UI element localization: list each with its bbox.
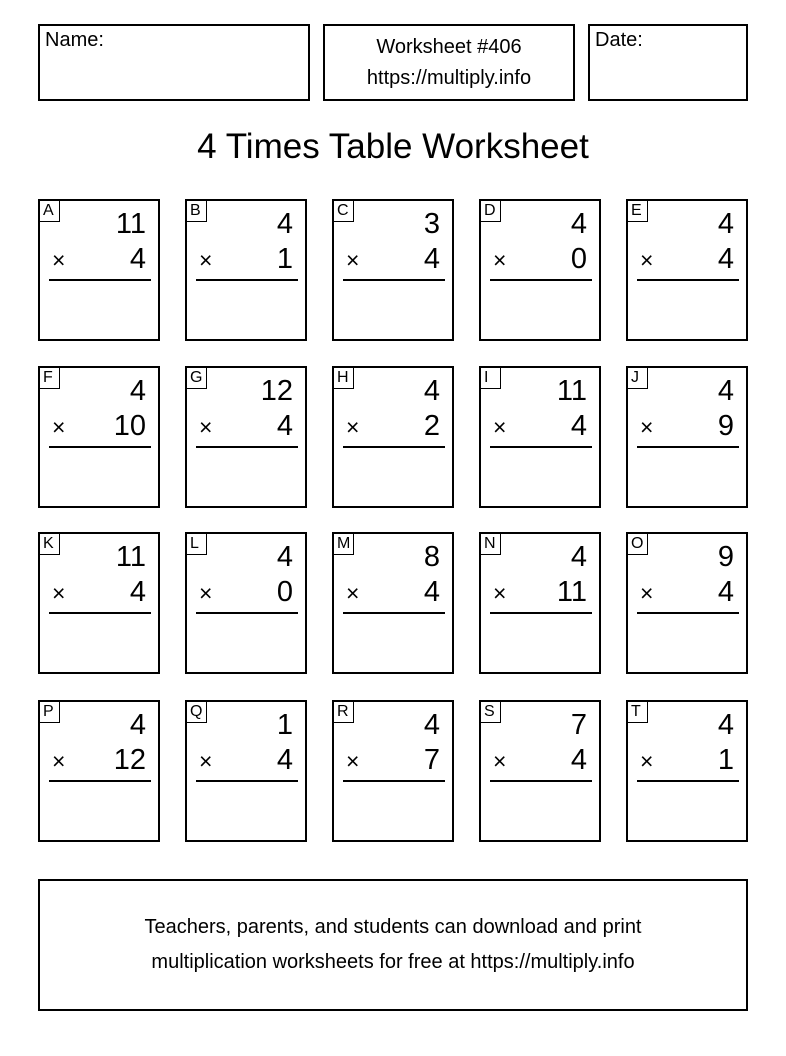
problem-card-d[interactable] (479, 199, 601, 341)
problem-letter: P (40, 702, 60, 723)
worksheet-number: Worksheet #406 (376, 35, 522, 58)
times-sign: × (346, 414, 360, 440)
times-sign: × (52, 414, 66, 440)
multiplicand: 4 (276, 541, 293, 573)
multiplicand: 4 (423, 375, 440, 407)
multiplicand: 4 (717, 709, 734, 741)
problem-letter: I (481, 368, 501, 389)
multiplier: 4 (717, 576, 734, 608)
answer-line (49, 780, 151, 782)
multiplicand: 4 (276, 208, 293, 240)
footer-box (38, 879, 748, 1011)
multiplier: 4 (129, 243, 146, 275)
problem-card-p[interactable] (38, 700, 160, 842)
multiplicand: 3 (423, 208, 440, 240)
multiplicand: 4 (570, 541, 587, 573)
problem-card-c[interactable] (332, 199, 454, 341)
problem-letter: C (334, 201, 354, 222)
page-title: 4 Times Table Worksheet (197, 127, 589, 166)
multiplier: 4 (129, 576, 146, 608)
times-sign: × (199, 748, 213, 774)
multiplicand: 4 (570, 208, 587, 240)
multiplier: 4 (717, 243, 734, 275)
multiplicand: 8 (423, 541, 440, 573)
times-sign: × (52, 580, 66, 606)
problem-letter: O (628, 534, 648, 555)
multiplier: 0 (570, 243, 587, 275)
problem-letter: S (481, 702, 501, 723)
multiplicand: 4 (717, 375, 734, 407)
problem-letter: T (628, 702, 648, 723)
multiplicand: 12 (260, 375, 293, 407)
problem-card-s[interactable] (479, 700, 601, 842)
name-field[interactable] (38, 24, 310, 101)
multiplicand: 9 (717, 541, 734, 573)
multiplier: 4 (570, 744, 587, 776)
answer-line (490, 780, 592, 782)
answer-line (490, 279, 592, 281)
problem-letter: N (481, 534, 501, 555)
times-sign: × (199, 247, 213, 273)
problem-card-j[interactable] (626, 366, 748, 508)
answer-line (343, 780, 445, 782)
problem-card-m[interactable] (332, 532, 454, 674)
problem-letter: K (40, 534, 60, 555)
multiplicand: 7 (570, 709, 587, 741)
name-label: Name: (45, 29, 104, 51)
problem-letter: J (628, 368, 648, 389)
multiplier: 4 (423, 576, 440, 608)
multiplier: 11 (556, 576, 587, 608)
problem-card-k[interactable] (38, 532, 160, 674)
problem-letter: D (481, 201, 501, 222)
answer-line (196, 279, 298, 281)
answer-line (49, 446, 151, 448)
problem-card-i[interactable] (479, 366, 601, 508)
problem-card-q[interactable] (185, 700, 307, 842)
times-sign: × (52, 247, 66, 273)
multiplier: 1 (276, 243, 293, 275)
answer-line (343, 446, 445, 448)
problem-card-g[interactable] (185, 366, 307, 508)
worksheet-url: https://multiply.info (366, 66, 532, 89)
problem-letter: M (334, 534, 354, 555)
problem-letter: E (628, 201, 648, 222)
problem-card-b[interactable] (185, 199, 307, 341)
problem-letter: H (334, 368, 354, 389)
multiplicand: 1 (276, 709, 293, 741)
problem-letter: G (187, 368, 207, 389)
footer-line-2: multiplication worksheets for free at https://multiply.info (151, 951, 635, 973)
problem-card-l[interactable] (185, 532, 307, 674)
answer-line (196, 446, 298, 448)
answer-line (343, 279, 445, 281)
times-sign: × (52, 748, 66, 774)
multiplier: 4 (276, 744, 293, 776)
multiplier: 12 (113, 744, 146, 776)
multiplier: 10 (113, 410, 146, 442)
problem-card-a[interactable] (38, 199, 160, 341)
answer-line (637, 780, 739, 782)
worksheet-info-box (323, 24, 575, 101)
answer-line (637, 446, 739, 448)
times-sign: × (493, 247, 507, 273)
multiplier: 0 (276, 576, 293, 608)
times-sign: × (640, 247, 654, 273)
answer-line (490, 446, 592, 448)
multiplicand: 4 (717, 208, 734, 240)
date-label: Date: (595, 29, 643, 51)
footer-line-1: Teachers, parents, and students can download and print (144, 916, 642, 938)
problem-letter: F (40, 368, 60, 389)
problem-card-n[interactable] (479, 532, 601, 674)
times-sign: × (346, 748, 360, 774)
answer-line (196, 780, 298, 782)
times-sign: × (493, 748, 507, 774)
problem-letter: L (187, 534, 207, 555)
multiplicand: 11 (115, 208, 146, 240)
multiplier: 9 (717, 410, 734, 442)
times-sign: × (493, 414, 507, 440)
multiplicand: 11 (115, 541, 146, 573)
answer-line (49, 279, 151, 281)
problem-card-h[interactable] (332, 366, 454, 508)
answer-line (490, 612, 592, 614)
times-sign: × (199, 580, 213, 606)
problem-letter: Q (187, 702, 207, 723)
multiplier: 4 (423, 243, 440, 275)
multiplier: 4 (570, 410, 587, 442)
multiplier: 4 (276, 410, 293, 442)
problem-card-r[interactable] (332, 700, 454, 842)
problem-card-t[interactable] (626, 700, 748, 842)
times-sign: × (640, 748, 654, 774)
answer-line (637, 612, 739, 614)
multiplicand: 4 (129, 375, 146, 407)
problem-letter: B (187, 201, 207, 222)
answer-line (637, 279, 739, 281)
multiplicand: 11 (556, 375, 587, 407)
multiplicand: 4 (129, 709, 146, 741)
times-sign: × (493, 580, 507, 606)
date-field[interactable] (588, 24, 748, 101)
multiplier: 2 (423, 410, 440, 442)
multiplier: 1 (717, 744, 734, 776)
answer-line (49, 612, 151, 614)
problem-letter: A (40, 201, 60, 222)
times-sign: × (346, 580, 360, 606)
multiplier: 7 (423, 744, 440, 776)
times-sign: × (346, 247, 360, 273)
times-sign: × (640, 580, 654, 606)
problem-card-o[interactable] (626, 532, 748, 674)
multiplicand: 4 (423, 709, 440, 741)
problem-card-e[interactable] (626, 199, 748, 341)
answer-line (343, 612, 445, 614)
problem-letter: R (334, 702, 354, 723)
times-sign: × (199, 414, 213, 440)
problem-card-f[interactable] (38, 366, 160, 508)
times-sign: × (640, 414, 654, 440)
answer-line (196, 612, 298, 614)
